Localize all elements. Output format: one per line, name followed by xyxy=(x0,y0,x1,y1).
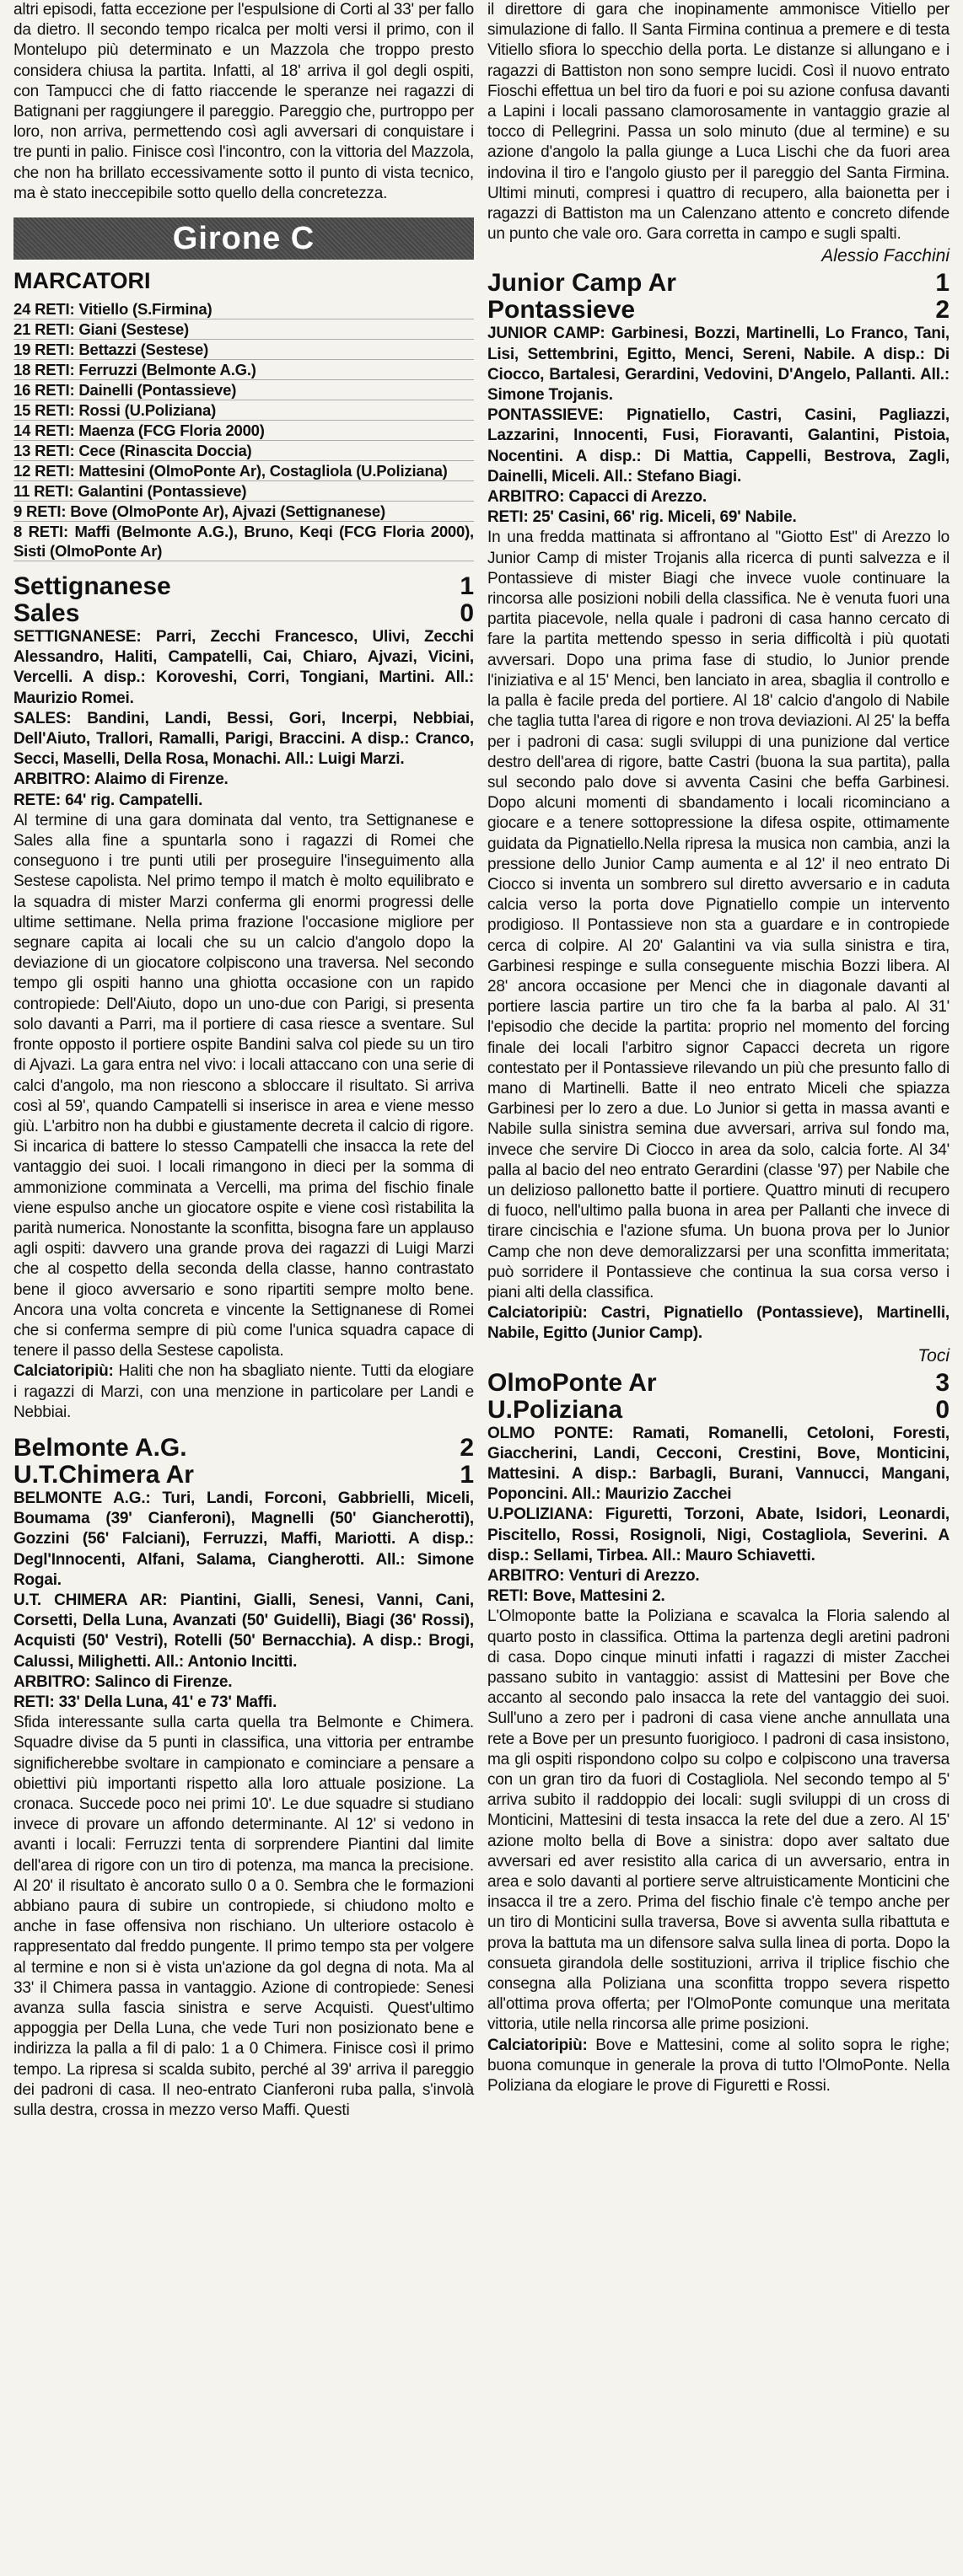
scorer-line: 12 RETI: Mattesini (OlmoPonte Ar), Costagliola (U.Poliziana) xyxy=(13,461,474,481)
home-team-score: 1 xyxy=(460,572,474,601)
best-players xyxy=(13,1361,474,1423)
away-team-line xyxy=(487,297,950,324)
lineup-home: JUNIOR CAMP: Garbinesi, Bozzi, Martinelli, Lo Franco, Tani, Lisi, Settembrini, Egitto, Menci, Sereni, Nabile. A disp.: Di Ciocco, Bartalesi, Gerardini, Vedovini, D'Angelo, Pallanti. All.: Simone Trojanis. xyxy=(487,325,950,405)
goals: RETI: 25' Casini, 66' rig. Miceli, 69' Nabile. xyxy=(487,508,797,527)
intro-paragraph-left: altri episodi, fatta eccezione per l'espulsione di Corti al 33' per fallo da dietro. Il secondo tempo ricalca per molti versi il primo, con il Montelupo più determinato e un Mazzola che troppo presto considera chiusa la partita. Infatti, al 18' arriva il gol degli ospiti, con Tampucci che di fatto riaccende le speranze nei ragazzi di Batignani per raggiungere il pareggio. Pareggio che, purtroppo per loro, non arriva, permettendo così agli avversari di conquistare i tre punti in palio. Finisce così l'incontro, con la vittoria del Mazzola, che non ha brillato eccessivamente sotto il punto di vista tecnico, ma è stato ineccepibile sotto quello della concretezza. xyxy=(13,1,474,202)
scorers-list xyxy=(13,299,474,561)
home-team-name: Junior Camp Ar xyxy=(487,269,676,298)
referee: ARBITRO: Alaimo di Firenze. xyxy=(13,770,229,789)
home-team-line xyxy=(13,1435,474,1462)
author-signature: Alessio Facchini xyxy=(821,246,950,266)
home-team-name: Settignanese xyxy=(13,572,171,601)
home-team-score: 1 xyxy=(935,269,950,298)
away-team-name: Pontassieve xyxy=(487,296,636,325)
scorer-line: 21 RETI: Giani (Sestese) xyxy=(13,319,474,340)
match-report: L'Olmoponte batte la Poliziana e scavalca la Floria salendo al quarto posto in classifica. Ottima la partenza degli aretini padroni di casa. Dopo cinque minuti infatti i ragazzi di mister Zacchei passano subito in vantaggio: assist di Mattesini per Bove che accanto al secondo palo insacca la rete del vantaggio dei suoi. Sull'uno a zero per i padroni di casa viene anche annullata una rete a Bove per un presunto fuorigioco. I padroni di casa insistono, ma gli ospiti rispondono colpo su colpo e colpiscono una traversa con un gran tiro da fuori di Costagliola. Nel secondo tempo al 5' arriva subito il raddoppio dei locali: sugli sviluppi di un cross di Monticini, Mattesini di testa insacca la rete del due a zero. Al 15' azione molto bella di Bove a sinistra: dopo aver saltato due avversari ed aver resistito alla carica di un avversario, entra in area e solo davanti al portiere serve altruisticamente Monticini che insacca il tre a zero. Prima del fischio finale c'è tempo anche per un tiro di Monticini sulla traversa, Bove si avventa sulla ribattuta e prova la battuta ma un difensore salva sulla linea di porta. Dopo la consueta girandola delle sostituzioni, arriva il triplice fischio che consegna alla Poliziana una sconfitta troppo severa rispetto all'ottima prova offerta; per l'OlmoPonte comunque una meritata vittoria, utile nella rincorsa alle prime posizioni. xyxy=(487,1607,950,2034)
away-team-score: 1 xyxy=(460,1460,474,1489)
lineup-home: BELMONTE A.G.: Turi, Landi, Forconi, Gabbrielli, Miceli, Boumama (39' Cianferoni), Magnelli (50' Giancherotti), Gozzini (56' Falciani), Ferruzzi, Maffi, Mariotti. A disp.: Degl'Innocenti, Alfani, Salama, Ciangherotti. All.: Simone Rogai. xyxy=(13,1489,474,1589)
home-team-name: OlmoPonte Ar xyxy=(487,1368,657,1397)
away-team-line xyxy=(13,1462,474,1489)
match-juniorcamp-pontassieve xyxy=(487,270,950,1344)
best-players-label: Calciatoripiù: xyxy=(487,1304,588,1323)
scorer-line: 11 RETI: Galantini (Pontassieve) xyxy=(13,481,474,502)
goals: RETI: 33' Della Luna, 41' e 73' Maffi. xyxy=(13,1693,277,1711)
scorer-line: 14 RETI: Maenza (FCG Floria 2000) xyxy=(13,421,474,441)
goals: RETI: Bove, Mattesini 2. xyxy=(487,1587,665,1606)
lineup-home: SETTIGNANESE: Parri, Zecchi Francesco, Ulivi, Zecchi Alessandro, Haliti, Campatelli, Cai, Chiaro, Ajvazi, Vicini, Vercelli. A disp.: Koroveshi, Corri, Tongiani, Martini. All.: Maurizio Romei. xyxy=(13,628,474,707)
match-report: Sfida interessante sulla carta quella tra Belmonte e Chimera. Squadre divise da 5 punti in classifica, una vittoria per entrambe significherebbe svoltare in campionato e cominciare a pensare a obiettivi più importanti rispetto alla loro attuale posizione. La cronaca. Succede poco nei primi 10'. Le due squadre si studiano invece di provare un affondo determinante. Al 12' si vedono in avanti i locali: Ferruzzi tenta di sorprendere Piantini dal limite dell'area di rigore con un tiro di potenza, ma manca la precisione. Al 20' il risultato è ancorato sullo 0 a 0. Sembra che le formazioni abbiano paura di subire un contropiede, si chiudono molto e anche in fase offensiva non rischiano. Un ulteriore ostacolo è rappresentato dal freddo pungente. Il primo tempo sta per volgere al termine e non si è vista un'azione da gol degna di nota. Ma al 33' il Chimera passa in vantaggio. Azione di contropiede: Senesi avanza sulla fascia sinistra e serve Acquisti. Quest'ultimo appoggia per Della Luna, che vede Turi non posizionato bene e indirizza la palla a fil di palo: 1 a 0 Chimera. Finisce così il primo tempo. La ripresa si scalda subito, perché al 39' arriva il pareggio dei padroni di casa. Il neo-entrato Cianferoni ruba palla, s'involà sulla destra, crossa in mezzo verso Maffi. Questi xyxy=(13,1714,474,2120)
match-settignanese-sales xyxy=(13,573,474,1423)
match-report: In una fredda mattinata si affrontano al "Giotto Est" di Arezzo lo Junior Camp di mister Trojanis alla ricerca di punti salvezza e il Pontassieve di mister Biagi che invece vuole continuare la rincorsa alle posizioni nobili della classifica. Ne è venuta fuori una partita piacevole, nella quale i padroni di casa hanno cercato di fare la partita mettendo spesso in seria difficoltà i più quotati avversari. Dopo una prima fase di studio, lo Junior prende l'iniziativa e al 15' Menci, ben lanciato in area, sbaglia il controllo e la palla è facile preda del portiere. Al 18' calcio d'angolo di Nabile che taglia tutta l'area di rigore e non trova deviazioni. Al 25' la beffa per i padroni di casa: sugli sviluppi di una punizione dal vertice destro dell'area di rigore, batte Castri (buona la sua partita), palla sul secondo palo dove si avventa Casini che beffa Garbinesi. Dopo alcuni momenti di sbandamento i locali ricominciano a giocare e a tenere sottopressione la difesa ospite, ottimamente guidata da Pignatiello.Nella ripresa la musica non cambia, anzi la pressione dello Junior Camp aumenta e al 12' il neo entrato Di Ciocco si inventa un sombrero sul diretto avversario e in caduta calcia verso la porta dove Pignatiello compie un intervento prodigioso. Il Pontassieve non sta a guardare e in contropiede cerca di colpire. Al 20' Galantini va via sulla sinistra e tira, Garbinesi respinge e sulla conseguente mischia Bozzi libera. Al 28' ancora occasione per Menci che in diagonale davanti al portiere lascia partire un tiro che fa la barba al palo. Al 31' l'episodio che decide la partita: proprio nel momento del forcing finale dei locali l'arbitro signor Capacci decreta un rigore contestato per il Pontassieve rilevando un più che presunto fallo di mano di Martinelli. Batte il neo entrato Miceli che spiazza Garbinesi per lo zero a due. Lo Junior si getta in massa avanti e Nabile sulla sinistra semina due avversari, arriva sul fondo ma, invece che servire Di Ciocco in area da solo, calcia forte. Al 34' palla al bacio del neo entrato Gerardini (classe '97) per Nabile che un delizioso pallonetto batte il portiere. Quattro minuti di recupero di fuoco, nell'ultimo palla buona in area per Pallanti che invece di tirare cincischia e l'azione sfuma. Un buona prova per lo Junior Camp che non deve demoralizzarsi per una sconfitta immeritata; può sorridere il Pontassieve che continua la sua corsa verso i piani alti della classifica. xyxy=(487,529,950,1301)
home-team-line xyxy=(13,573,474,600)
match-report: Al termine di una gara dominata dal vento, tra Settignanese e Sales alla fine a spuntarla sono i ragazzi di Romei che conseguono i tre punti utili per proseguire l'inseguimento alla Sestese capolista. Nel primo tempo il match è molto equilibrato e la squadra di mister Marzi conferma gli enormi progressi delle ultime settimane. Nella prima frazione l'occasione migliore per segnare capita ai locali che su un calcio d'angolo dopo la deviazione di un giocatore colpiscono una traversa. Nel secondo tempo gli ospiti hanno una ghiotta occasione con un rapido contropiede: Dell'Aiuto, dopo un uno-due con Parigi, si presenta solo davanti a Parri, ma il portiere di casa riesce a sventare. Sul fronte opposto il portiere ospite Bandini salva col piede su un tiro di Ajvazi. La gara entra nel vivo: i locali attaccano con una serie di calci d'angolo, ma non riescono a sbloccare il risultato. Si arriva così al 59', quando Campatelli si inserisce in area e viene messo giù. L'arbitro non ha dubbi e giustamente decreta il calcio di rigore. Si incarica di battere lo stesso Campatelli che insacca la rete del vantaggio dei suoi. I locali rimangono in dieci per la somma di ammonizione comminata a Vercelli, ma prima del fischio finale viene espulso anche un giocatore ospite e viene così ristabilita la parità numerica. Nonostante la sconfitta, bisogna fare un applauso agli ospiti: davvero una grande prova dei ragazzi di Luigi Marzi che al cospetto della seconda della classe, hanno contrastato bene il gioco avversario e sono ripartiti sempre molto bene. Ancora una volta concreta e vincente la Settignanese di Romei che si conferma sempre di più come l'unica squadra capace di tenere il passo della Sestese capolista. xyxy=(13,811,474,1360)
scorer-line: 18 RETI: Ferruzzi (Belmonte A.G.) xyxy=(13,360,474,380)
away-team-score: 2 xyxy=(935,296,950,325)
left-column xyxy=(13,0,474,2121)
referee: ARBITRO: Capacci di Arezzo. xyxy=(487,488,707,507)
away-team-score: 0 xyxy=(935,1395,950,1424)
goals: RETE: 64' rig. Campatelli. xyxy=(13,791,203,809)
home-team-score: 3 xyxy=(935,1368,950,1397)
scorers-title: MARCATORI xyxy=(13,268,151,294)
away-team-score: 0 xyxy=(460,599,474,628)
best-players-text: Castri, Pignatiello (Pontassieve), Martinelli, Nabile, Egitto (Junior Camp). xyxy=(487,1304,950,1343)
home-team-line xyxy=(487,270,950,297)
right-column xyxy=(487,0,950,2096)
lineup-away: SALES: Bandini, Landi, Bessi, Gori, Incerpi, Nebbiai, Dell'Aiuto, Trallori, Ramalli, Parigi, Braccini. A disp.: Cranco, Secci, Maselli, Della Rosa, Monachi. All.: Luigi Marzi. xyxy=(13,709,474,769)
best-players-text: Haliti che non ha sbagliato niente. Tutti da elogiare i ragazzi di Marzi, con una menzione in particolare per Landi e Nebbiai. xyxy=(13,1362,474,1421)
referee: ARBITRO: Venturi di Arezzo. xyxy=(487,1567,700,1586)
away-team-name: U.Poliziana xyxy=(487,1395,623,1424)
scorer-line: 13 RETI: Cece (Rinascita Doccia) xyxy=(13,441,474,461)
banner-title: Girone C xyxy=(172,220,315,256)
lineup-home: OLMO PONTE: Ramati, Romanelli, Cetoloni, Foresti, Giaccherini, Landi, Cecconi, Crestini, Bove, Monticini, Mattesini. A disp.: Barbagli, Burani, Vannucci, Mangani, Poponcini. All.: Maurizio Zacchei xyxy=(487,1424,950,1504)
away-team-line xyxy=(487,1397,950,1424)
referee: ARBITRO: Salinco di Firenze. xyxy=(13,1672,233,1691)
match-olmoponte-poliziana xyxy=(487,1370,950,2097)
match-belmonte-chimera xyxy=(13,1435,474,2121)
scorer-line: 24 RETI: Vitiello (S.Firmina) xyxy=(13,299,474,319)
away-team-name: U.T.Chimera Ar xyxy=(13,1460,194,1489)
best-players-label: Calciatoripiù: xyxy=(13,1362,114,1381)
home-team-name: Belmonte A.G. xyxy=(13,1433,187,1462)
best-players-label: Calciatoripiù: xyxy=(487,2036,588,2054)
scorer-line: 16 RETI: Dainelli (Pontassieve) xyxy=(13,380,474,400)
intro-paragraph-right: il direttore di gara che inopinamente ammonisce Vitiello per simulazione di fallo. Il Santa Firmina continua a premere e di testa Vitiello sfiora lo specchio della porta. Le distanze si allungano e i ragazzi di Battiston non sono sempre lucidi. Così il nuovo entrato Fioschi effettua un bel tiro da fuori e poi su azione confusa davanti a Lapini i locali passano clamorosamente in vantaggio grazie al tocco di Pellegrini. Passa un solo minuto (due al termine) e su azione d'angolo la palla giunge a Luca Lischi che da fuori area indovina il tiro e l'angolo giusto per il pareggio del Santa Firmina. Ultimi minuti, compresi i quattro di recupero, alla baionetta per i ragazzi di Battiston ma un Calenzano attento e concreto difende un punto che vale oro. Gara corretta in campo e sugli spalti. xyxy=(487,1,950,244)
author-signature: Toci xyxy=(917,1345,950,1366)
scorer-line: 8 RETI: Maffi (Belmonte A.G.), Bruno, Keqi (FCG Floria 2000), Sisti (OlmoPonte Ar) xyxy=(13,523,474,561)
away-team-name: Sales xyxy=(13,599,80,628)
lineup-away: PONTASSIEVE: Pignatiello, Castri, Casini, Pagliazzi, Lazzarini, Innocenti, Fusi, Fioravanti, Galantini, Pistoia, Nocentini. A disp.: Di Mattia, Cappelli, Bestrova, Zagli, Dainelli, Miceli. All.: Stefano Biagi. xyxy=(487,406,950,486)
section-banner xyxy=(13,217,474,260)
best-players xyxy=(487,1303,950,1344)
best-players-text: Bove e Mattesini, come al solito sopra le righe; buona comunque in generale la prova di tutto l'OlmoPonte. Nella Poliziana da elogiare le prove di Figuretti e Rossi. xyxy=(487,2036,950,2096)
lineup-away: U.T. CHIMERA AR: Piantini, Gialli, Senesi, Vanni, Cani, Corsetti, Della Luna, Avanzati (50' Guidelli), Biagi (36' Rossi), Acquisti (50' Vestri), Rotelli (50' Bernacchia). A disp.: Brogi, Calussi, Milighetti. All.: Antonio Incitti. xyxy=(13,1591,474,1671)
scorer-line: 9 RETI: Bove (OlmoPonte Ar), Ajvazi (Settignanese) xyxy=(13,502,474,522)
scorer-line: 15 RETI: Rossi (U.Poliziana) xyxy=(13,400,474,421)
away-team-line xyxy=(13,600,474,627)
home-team-score: 2 xyxy=(460,1433,474,1462)
home-team-line xyxy=(487,1370,950,1397)
scorer-line: 19 RETI: Bettazzi (Sestese) xyxy=(13,340,474,360)
lineup-away: U.POLIZIANA: Figuretti, Torzoni, Abate, Isidori, Leonardi, Piscitello, Rossi, Rosignoli, Nigi, Costagliola, Severini. A disp.: Sellami, Tirbea. All.: Mauro Schiavetti. xyxy=(487,1505,950,1564)
best-players xyxy=(487,2036,950,2097)
